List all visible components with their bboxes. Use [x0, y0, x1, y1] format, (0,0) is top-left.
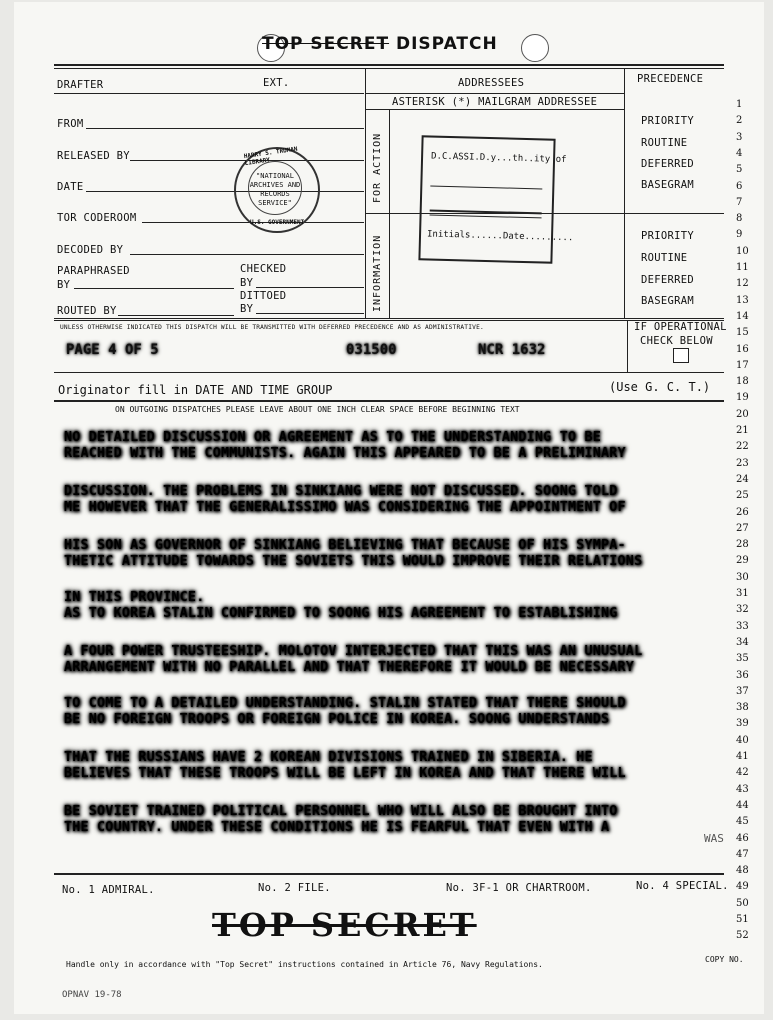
body-line: REACHED WITH THE COMMUNISTS. AGAIN THIS APPEARED TO BE A PRELIMINARY [64, 446, 626, 461]
line-number: 7 [736, 196, 743, 208]
title-dispatch: DISPATCH [395, 34, 498, 54]
addressees-label: ADDRESSEES [458, 77, 525, 89]
line-number: 20 [736, 408, 749, 420]
line-number: 30 [736, 571, 749, 583]
line-number: 6 [736, 180, 743, 192]
line-number: 36 [736, 669, 749, 681]
archives-stamp [234, 147, 320, 233]
line-number: 43 [736, 783, 749, 795]
line-number: 17 [736, 359, 749, 371]
line-number: 32 [736, 604, 749, 616]
use-gct-note: (Use G. C. T.) [609, 380, 711, 394]
line-number: 13 [736, 294, 749, 306]
line-number: 25 [736, 490, 749, 502]
body-line: ARRANGEMENT WITH NO PARALLEL AND THAT THEREFORE IT WOULD BE NECESSARY [64, 660, 635, 675]
released-by-label: RELEASED BY [57, 150, 130, 162]
paraphrased-by-label: BY [57, 279, 71, 291]
line-number: 31 [736, 588, 749, 599]
line-number: 34 [736, 636, 749, 648]
line-number: 4 [736, 147, 743, 159]
dittoed-label: DITTOED [240, 290, 287, 302]
line-number: 5 [736, 164, 743, 176]
line-number: 47 [736, 848, 749, 860]
precedence-action-routine: ROUTINE [641, 137, 688, 149]
line-number: 52 [736, 930, 749, 942]
line-number: 15 [736, 327, 749, 339]
line-number: 26 [736, 506, 749, 518]
line-number: 21 [736, 425, 749, 436]
declass-initials: Initials......Date......... [426, 229, 574, 244]
footer-admiral: No. 1 ADMIRAL. [62, 884, 155, 896]
outgoing-note: ON OUTGOING DISPATCHES PLEASE LEAVE ABOUT ONE INCH CLEAR SPACE BEFORE BEGINNING TEXT [115, 405, 520, 414]
line-number: 14 [736, 310, 749, 322]
body-line: TO COME TO A DETAILED UNDERSTANDING. STALIN STATED THAT THERE SHOULD [64, 696, 626, 711]
line-number: 29 [736, 555, 749, 567]
dittoed-by-label: BY [240, 303, 254, 315]
line-number: 38 [736, 702, 749, 714]
line-number: 48 [736, 865, 749, 877]
stamp-ring-bottom: U.S. GOVERNMENT [250, 219, 305, 226]
ext-label: EXT. [263, 77, 290, 89]
line-number: 50 [736, 897, 749, 909]
line-number: 2 [736, 115, 743, 127]
from-label: FROM [57, 118, 84, 130]
body-line: THAT THE RUSSIANS HAVE 2 KOREAN DIVISIONS TRAINED IN SIBERIA. HE [64, 750, 593, 765]
handling-note: Handle only in accordance with "Top Secret" instructions contained in Article 76, Navy Regulations. [66, 960, 543, 969]
tor-coderoom-label: TOR CODEROOM [57, 212, 137, 224]
paraphrased-label: PARAPHRASED [57, 265, 130, 277]
footer-special: No. 4 SPECIAL. [636, 880, 729, 892]
form-number: OPNAV 19-78 [62, 990, 122, 1000]
body-line: NO DETAILED DISCUSSION OR AGREEMENT AS TO THE UNDERSTANDING TO BE [64, 430, 602, 445]
if-operational-label: IF OPERATIONAL [634, 321, 727, 333]
line-number: 40 [736, 734, 749, 746]
precedence-info-routine: ROUTINE [641, 252, 688, 264]
checked-by-label: BY [240, 277, 254, 289]
transmit-note: UNLESS OTHERWISE INDICATED THIS DISPATCH WILL BE TRANSMITTED WITH DEFERRED PRECEDENCE AND AS ADMINISTRATIVE. [60, 324, 484, 331]
checked-label: CHECKED [240, 263, 287, 275]
line-number: 45 [736, 816, 749, 828]
line-number: 23 [736, 457, 749, 469]
punch-hole-right [521, 34, 549, 62]
line-number: 1 [736, 99, 743, 110]
line-number: 24 [736, 473, 749, 485]
precedence-action-priority: PRIORITY [641, 115, 694, 127]
drafter-label: DRAFTER [57, 79, 104, 91]
body-line: BE NO FOREIGN TROOPS OR FOREIGN POLICE IN KOREA. SOONG UNDERSTANDS [64, 712, 610, 727]
precedence-info-deferred: DEFERRED [641, 274, 694, 286]
for-action-label: FOR ACTION [372, 132, 383, 203]
line-number: 49 [736, 881, 749, 893]
form-title [262, 34, 498, 54]
check-below-label: CHECK BELOW [640, 335, 713, 347]
line-number: 46 [736, 832, 749, 844]
body-line: AS TO KOREA STALIN CONFIRMED TO SOONG HIS AGREEMENT TO ESTABLISHING [64, 606, 618, 621]
line-number: 9 [736, 229, 743, 241]
page-indicator: PAGE 4 OF 5 [66, 342, 159, 358]
line-number: 8 [736, 213, 743, 225]
line-number: 51 [736, 914, 749, 925]
line-number: 28 [736, 539, 749, 551]
decoded-by-label: DECODED BY [57, 244, 124, 256]
footer-chartroom: No. 3F-1 OR CHARTROOM. [446, 882, 592, 894]
line-number: 44 [736, 799, 749, 811]
line-number: 19 [736, 392, 749, 404]
precedence-info-priority: PRIORITY [641, 230, 694, 242]
operational-checkbox[interactable] [673, 348, 689, 363]
line-number: 35 [736, 653, 749, 665]
precedence-info-basegram: BASEGRAM [641, 295, 694, 307]
body-line: HIS SON AS GOVERNOR OF SINKIANG BELIEVING THAT BECAUSE OF HIS SYMPA- [64, 538, 626, 553]
footer-file: No. 2 FILE. [258, 882, 331, 894]
title-struck: TOP SECRET [262, 34, 390, 54]
line-number: 39 [736, 718, 749, 730]
body-line: DISCUSSION. THE PROBLEMS IN SINKIANG WERE NOT DISCUSSED. SOONG TOLD [64, 484, 618, 499]
body-line: ME HOWEVER THAT THE GENERALISSIMO WAS CONSIDERING THE APPOINTMENT OF [64, 500, 626, 515]
precedence-label: PRECEDENCE [637, 73, 704, 85]
originator-note: Originator fill in DATE AND TIME GROUP [58, 383, 333, 397]
line-number: 11 [736, 262, 749, 273]
body-line: THE COUNTRY. UNDER THESE CONDITIONS HE IS FEARFUL THAT EVEN WITH A [64, 820, 610, 835]
line-number: 33 [736, 620, 749, 632]
information-label: INFORMATION [372, 234, 383, 312]
declassification-stamp [418, 135, 574, 263]
precedence-action-basegram: BASEGRAM [641, 179, 694, 191]
margin-note: WAS [704, 832, 724, 845]
line-number: 16 [736, 343, 749, 355]
declass-authority: D.C.ASSI.D.y...th..ity of [430, 151, 567, 166]
top-secret-footer: TOP SECRET [212, 906, 477, 944]
line-number: 37 [736, 685, 749, 697]
asterisk-note: ASTERISK (*) MAILGRAM ADDRESSEE [392, 96, 598, 108]
precedence-action-deferred: DEFERRED [641, 158, 694, 170]
line-number: 3 [736, 131, 743, 143]
body-line: THETIC ATTITUDE TOWARDS THE SOVIETS THIS WOULD IMPROVE THEIR RELATIONS [64, 554, 643, 569]
copy-no: COPY NO. [705, 955, 744, 964]
date-time-group: 031500 [346, 342, 397, 358]
line-number: 18 [736, 376, 749, 388]
line-number: 12 [736, 278, 749, 290]
date-label: DATE [57, 181, 84, 193]
ncr-number: NCR 1632 [478, 342, 546, 358]
line-number: 41 [736, 751, 749, 762]
routed-by-label: ROUTED BY [57, 305, 117, 317]
stamp-ring-top: HARRY S. TRUMAN LIBRARY [243, 145, 299, 168]
line-number: 42 [736, 767, 749, 779]
body-line: A FOUR POWER TRUSTEESHIP. MOLOTOV INTERJECTED THAT THIS WAS AN UNUSUAL [64, 644, 643, 659]
body-line: BELIEVES THAT THESE TROOPS WILL BE LEFT IN KOREA AND THAT THERE WILL [64, 766, 626, 781]
body-line: BE SOVIET TRAINED POLITICAL PERSONNEL WHO WILL ALSO BE BROUGHT INTO [64, 804, 618, 819]
line-number: 22 [736, 441, 749, 453]
line-number: 27 [736, 522, 749, 534]
line-number: 10 [736, 245, 749, 257]
body-line: IN THIS PROVINCE. [64, 590, 205, 605]
stamp-center: "NATIONAL ARCHIVES AND RECORDS SERVICE" [248, 161, 302, 215]
